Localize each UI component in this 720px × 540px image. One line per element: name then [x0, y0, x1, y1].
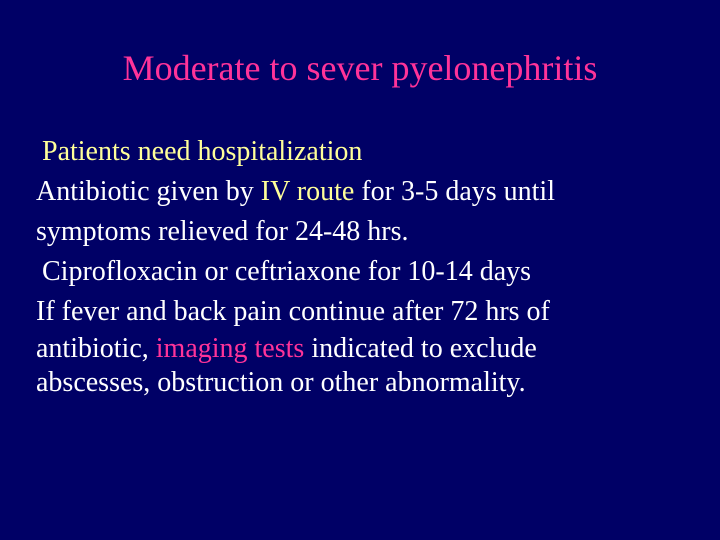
bullet-imaging-tests	[36, 332, 686, 366]
slide-title: Moderate to sever pyelonephritis	[122, 48, 598, 88]
highlight-imaging-tests: imaging tests	[155, 333, 305, 364]
text-segment: Antibiotic given by	[36, 176, 261, 207]
bullet-hospitalization: Patients need hospitalization	[42, 136, 363, 167]
bullet-iv-route-continued: symptoms relieved for 24-48 hrs.	[36, 216, 409, 247]
bullet-abscesses: abscesses, obstruction or other abnormality.	[36, 367, 526, 398]
text-segment: for 3-5 days until	[354, 176, 555, 207]
bullet-ciprofloxacin: Ciprofloxacin or ceftriaxone for 10-14 days	[42, 256, 532, 287]
bullet-iv-route	[36, 172, 686, 212]
highlight-iv-route: IV route	[260, 176, 355, 207]
text-segment: antibiotic,	[36, 333, 156, 364]
bullet-fever-back-pain: If fever and back pain continue after 72 hrs of	[36, 296, 550, 327]
slide-body	[36, 132, 686, 400]
text-segment: indicated to exclude	[304, 333, 537, 364]
